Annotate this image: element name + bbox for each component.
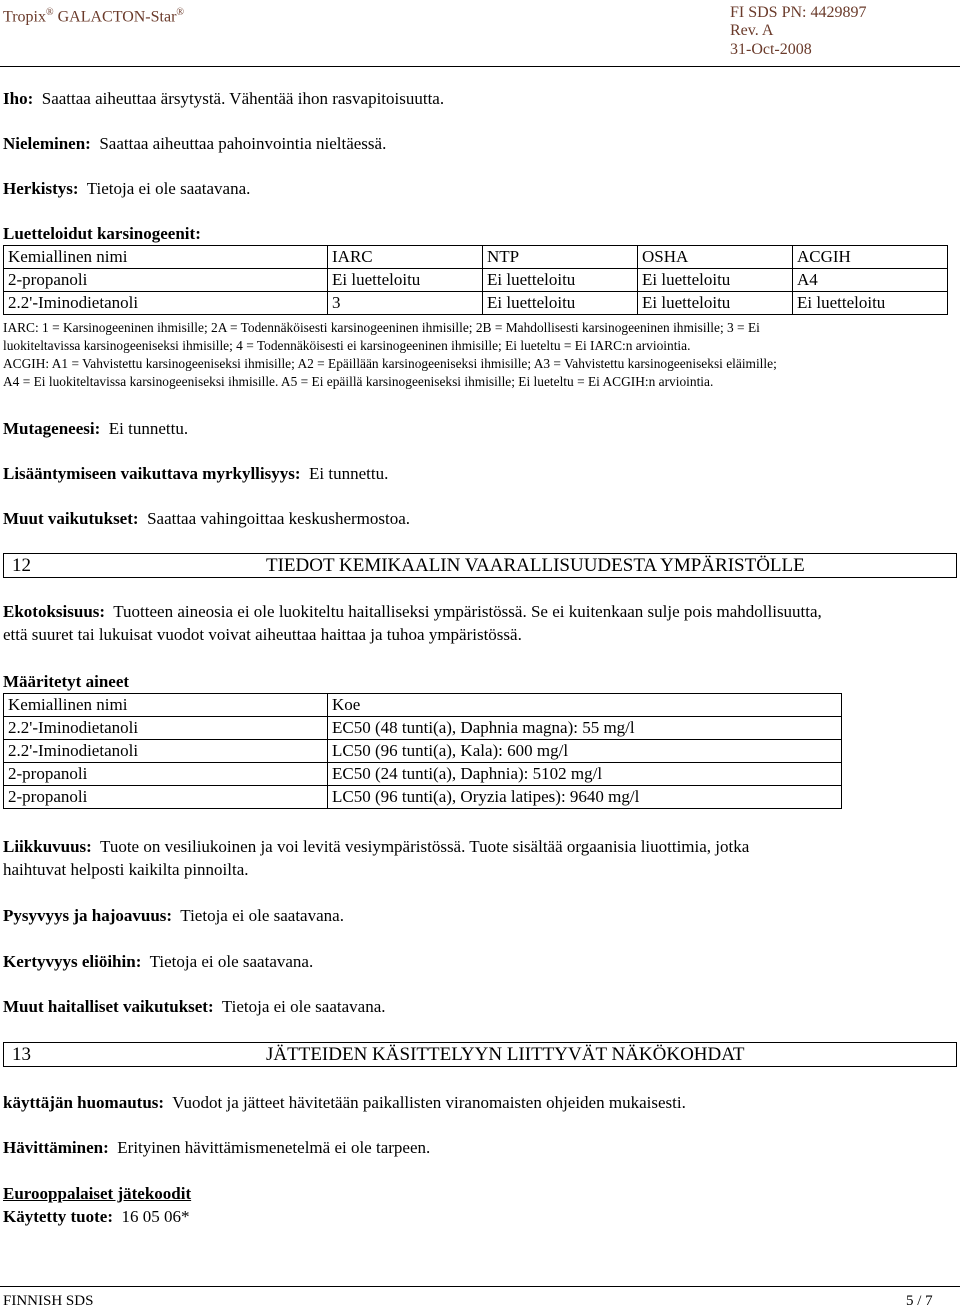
- substances-heading: Määritetyt aineet: [3, 672, 130, 691]
- iarc-note-line-1: IARC: 1 = Karsinogeeninen ihmisille; 2A = Todennäköisesti karsinogeeninen ihmisille; 2B = Mahdollisesti karsinogeeninen ihmisille; 3 = Ei: [3, 320, 760, 335]
- header-date: 31-Oct-2008: [730, 41, 812, 58]
- havittaminen-line: Hävittäminen: Erityinen hävittämismenetelmä ei ole tarpeen.: [3, 1138, 431, 1157]
- mutageneesi-line: Mutageneesi: Ei tunnettu.: [3, 419, 189, 438]
- section-number: 13: [12, 1044, 31, 1065]
- carcinogens-heading: Luetteloidut karsinogeenit:: [3, 224, 201, 243]
- iho-line: Iho: Saattaa aiheuttaa ärsytystä. Vähentää ihon rasvapitoisuutta.: [3, 89, 445, 108]
- col-ntp: NTP: [483, 246, 638, 269]
- substances-table: [3, 693, 842, 809]
- muut-haitalliset-line: Muut haitalliset vaikutukset: Tietoja ei ole saatavana.: [3, 997, 386, 1016]
- muut-vaikutukset-line: Muut vaikutukset: Saattaa vahingoittaa keskushermostoa.: [3, 509, 411, 528]
- nieleminen-line: Nieleminen: Saattaa aiheuttaa pahoinvointia nieltäessä.: [3, 134, 387, 153]
- section-13-header: [3, 1042, 957, 1067]
- section-12-header: [3, 553, 957, 578]
- footer-left: FINNISH SDS: [3, 1293, 94, 1309]
- kayttajan-line: käyttäjän huomautus: Vuodot ja jätteet hävitetään paikallisten viranomaisten ohjeiden mukaisesti.: [3, 1093, 686, 1112]
- lisaantyminen-line: Lisääntymiseen vaikuttava myrkyllisyys: Ei tunnettu.: [3, 464, 389, 483]
- herkistys-line: Herkistys: Tietoja ei ole saatavana.: [3, 179, 251, 198]
- header-product: Tropix® GALACTON-Star®: [3, 7, 185, 26]
- col-iarc: IARC: [328, 246, 483, 269]
- kaytetty-tuote-line: Käytetty tuote: 16 05 06*: [3, 1207, 190, 1226]
- acgih-note-line-2: A4 = Ei luokiteltavissa karsinogeeniseksi ihmisille. A5 = Ei epäillä karsinogeeniseksi ihmisille; Ei lueteltu = Ei ACGIH:n arviointia.: [3, 374, 714, 389]
- footer-divider: [0, 1286, 960, 1287]
- table-row: 2-propanoli Ei luetteloitu Ei luetteloitu Ei luetteloitu A4: [4, 269, 948, 292]
- col-test: Koe: [328, 694, 842, 717]
- col-chemical-name: Kemiallinen nimi: [4, 246, 328, 269]
- carcinogens-table: [3, 245, 948, 315]
- eurooppalaiset-heading: Eurooppalaiset jätekoodit: [3, 1184, 192, 1203]
- table-row: 2.2'-Iminodietanoli EC50 (48 tunti(a), Daphnia magna): 55 mg/l: [4, 717, 842, 740]
- ekotoksisuus-line-2: että suuret tai lukuisat vuodot voivat aiheuttaa haittaa ja tuhoa ympäristössä.: [3, 625, 522, 644]
- ekotoksisuus-line-1: Ekotoksisuus: Tuotteen aineosia ei ole luokiteltu haitalliseksi ympäristössä. Se ei kuitenkaan sulje pois mahdollisuutta,: [3, 602, 822, 621]
- col-chemical-name: Kemiallinen nimi: [4, 694, 328, 717]
- header-divider: [0, 66, 960, 67]
- section-title: JÄTTEIDEN KÄSITTELYYN LIITTYVÄT NÄKÖKOHDAT: [266, 1044, 745, 1065]
- acgih-note-line-1: ACGIH: A1 = Vahvistettu karsinogeeniseksi ihmisille; A2 = Epäillään karsinogeeniseksi ihmisille; A3 = Vahvistettu karsinogeeniseksi eläimille;: [3, 356, 777, 371]
- table-row: 2.2'-Iminodietanoli 3 Ei luetteloitu Ei luetteloitu Ei luetteloitu: [4, 292, 948, 315]
- footer-page: 5 / 7: [906, 1293, 933, 1309]
- table-row: 2-propanoli LC50 (96 tunti(a), Oryzia latipes): 9640 mg/l: [4, 786, 842, 809]
- header-sds-pn: FI SDS PN: 4429897: [730, 4, 867, 21]
- col-osha: OSHA: [638, 246, 793, 269]
- table-header-row: [4, 246, 948, 269]
- section-title: TIEDOT KEMIKAALIN VAARALLISUUDESTA YMPÄRISTÖLLE: [266, 555, 805, 576]
- liikkuvuus-line-2: haihtuvat helposti kaikilta pinnoilta.: [3, 860, 249, 879]
- table-header-row: [4, 694, 842, 717]
- header-rev: Rev. A: [730, 22, 774, 39]
- kertyvyys-line: Kertyvyys eliöihin: Tietoja ei ole saatavana.: [3, 952, 314, 971]
- section-number: 12: [12, 555, 31, 576]
- table-row: 2.2'-Iminodietanoli LC50 (96 tunti(a), Kala): 600 mg/l: [4, 740, 842, 763]
- col-acgih: ACGIH: [793, 246, 948, 269]
- liikkuvuus-line-1: Liikkuvuus: Tuote on vesiliukoinen ja voi levitä vesiympäristössä. Tuote sisältää orgaanisia liuottimia, jotka: [3, 837, 750, 856]
- pysyvyys-line: Pysyvyys ja hajoavuus: Tietoja ei ole saatavana.: [3, 906, 344, 925]
- iarc-note-line-2: luokiteltavissa karsinogeeniseksi ihmisille; 4 = Todennäköisesti ei karsinogeeninen ihmisille; Ei lueteltu = Ei IARC:n arviointia.: [3, 338, 691, 353]
- table-row: 2-propanoli EC50 (24 tunti(a), Daphnia): 5102 mg/l: [4, 763, 842, 786]
